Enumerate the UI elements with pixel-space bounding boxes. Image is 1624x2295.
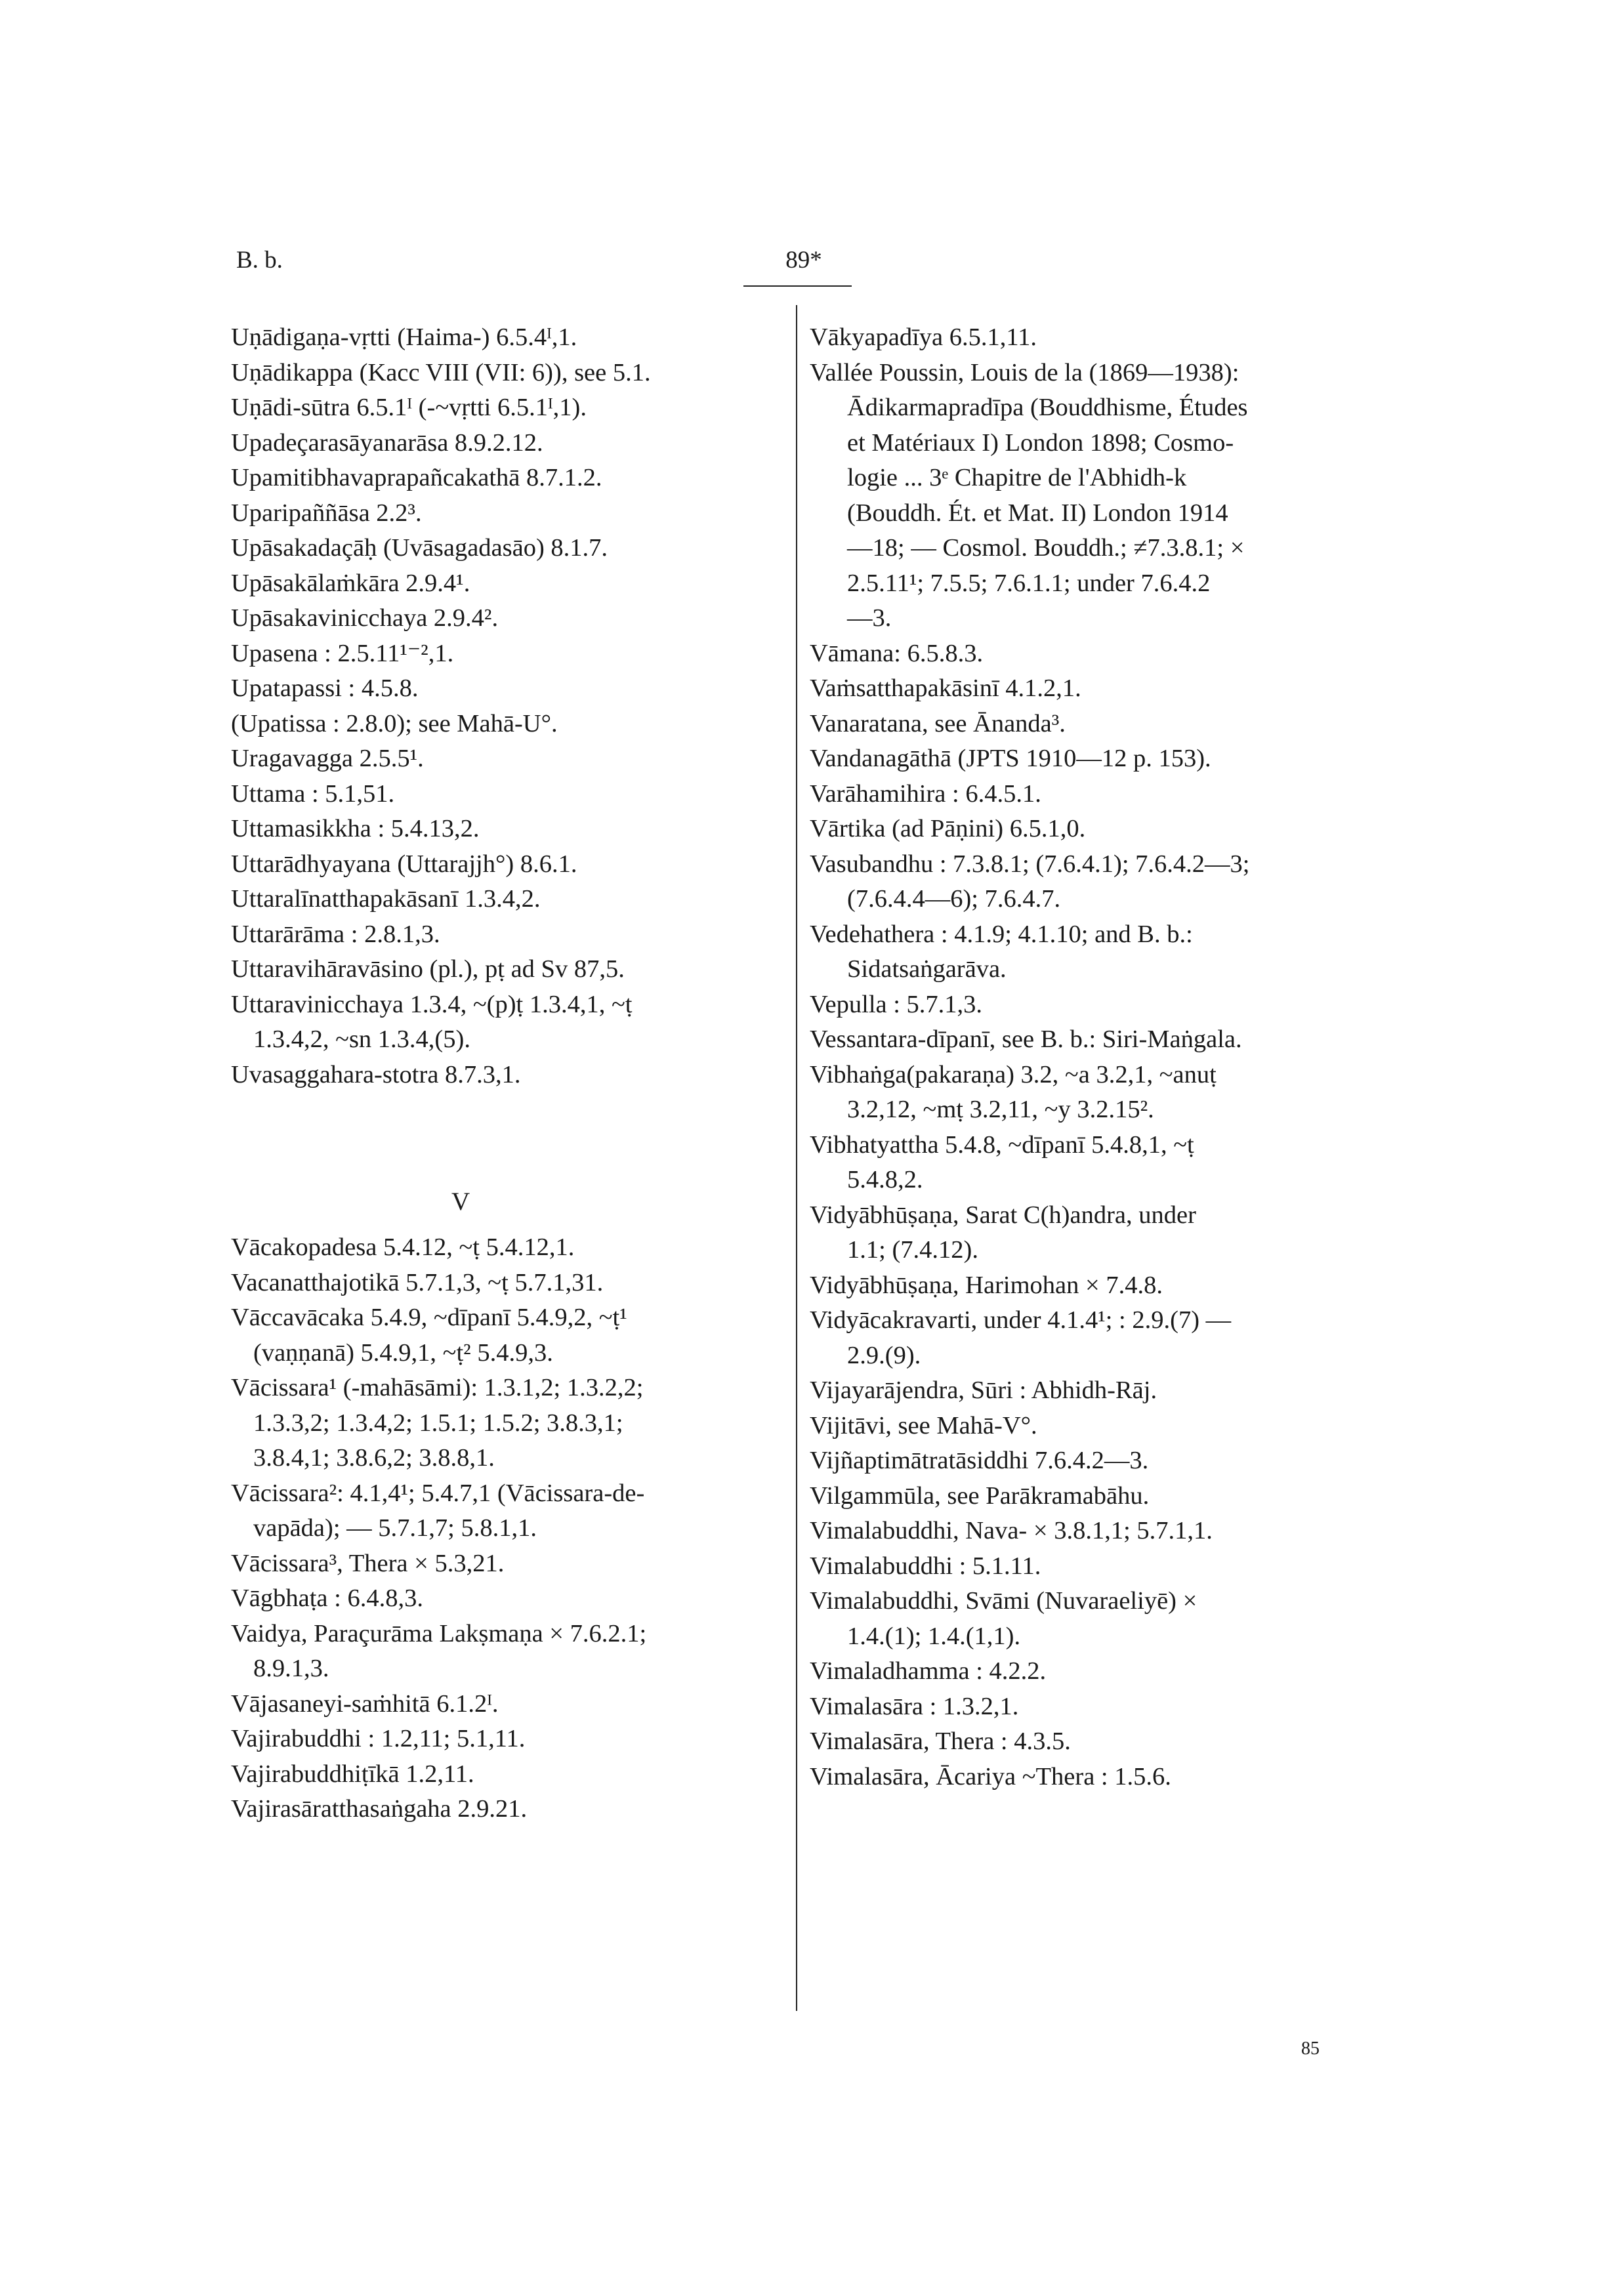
- entry-line: Vāmana: 6.5.8.3.: [810, 639, 984, 667]
- entry-line: Vedehathera : 4.1.9; 4.1.10; and B. b.:: [810, 920, 1193, 948]
- entry-line: Vijitāvi, see Mahā-V°.: [810, 1411, 1037, 1439]
- entry-continuation-line: 5.4.8,2.: [847, 1166, 923, 1193]
- entry-line: Vepulla : 5.7.1,3.: [810, 990, 983, 1018]
- header-rule: [743, 285, 852, 287]
- entry-continuation-line: (Bouddh. Ét. et Mat. II) London 1914: [847, 499, 1228, 527]
- index-entry: [810, 1198, 1387, 1268]
- index-entry: [231, 1058, 795, 1093]
- index-entry: [810, 1128, 1387, 1198]
- index-entry: [231, 847, 795, 882]
- entry-line: Uttaravihāravāsino (pl.), pṭ ad Sv 87,5.: [231, 955, 625, 983]
- index-entry: [231, 1546, 795, 1582]
- index-entry: [810, 1373, 1387, 1409]
- entry-line: Uttama : 5.1,51.: [231, 779, 395, 808]
- entry-line: (Upatissa : 2.8.0); see Mahā-U°.: [231, 709, 558, 737]
- entry-line: Uṇādigaṇa-vṛtti (Haima-) 6.5.4ᴵ,1.: [231, 323, 577, 351]
- entry-line: Vācissara²: 4.1,4¹; 5.4.7,1 (Vācissara-de-: [231, 1479, 645, 1507]
- entry-continuation-line: Sidatsaṅgarāva.: [847, 955, 1007, 983]
- entry-line: Vimaladhamma : 4.2.2.: [810, 1657, 1047, 1685]
- index-entry: [810, 356, 1387, 636]
- entry-line: Vajirabuddhi : 1.2,11; 5.1,11.: [231, 1725, 526, 1752]
- header-page-number: 89*: [785, 247, 822, 274]
- entry-line: Vaidya, Paraçurāma Lakṣmaṇa × 7.6.2.1;: [231, 1619, 647, 1647]
- right-column: [810, 320, 1387, 1794]
- entry-line: Vārtika (ad Pāṇini) 6.5.1,0.: [810, 815, 1086, 842]
- index-entry: [810, 917, 1387, 987]
- entry-continuation-line: (vaṇṇanā) 5.4.9,1, ~ṭ² 5.4.9,3.: [253, 1338, 553, 1367]
- entry-line: Uṇādi-sūtra 6.5.1ᴵ (-~vṛtti 6.5.1ᴵ,1).: [231, 394, 587, 421]
- index-entry: [810, 1268, 1387, 1304]
- index-entry: [231, 356, 795, 391]
- entry-line: Vājasaneyi-saṁhitā 6.1.2ᴵ.: [231, 1689, 499, 1718]
- index-entry: [810, 847, 1387, 917]
- index-entry: [231, 531, 795, 566]
- entry-continuation-line: 3.2,12, ~mṭ 3.2,11, ~y 3.2.15².: [847, 1096, 1154, 1123]
- entry-line: Vilgammūla, see Parākramabāhu.: [810, 1481, 1150, 1510]
- entry-line: Vimalabuddhi, Svāmi (Nuvaraeliyē) ×: [810, 1587, 1197, 1615]
- entry-continuation-line: vapāda); — 5.7.1,7; 5.8.1,1.: [253, 1514, 537, 1542]
- index-entry: [810, 1303, 1387, 1373]
- entry-continuation-line: 3.8.4,1; 3.8.6,2; 3.8.8,1.: [253, 1444, 495, 1472]
- entry-continuation-line: 1.3.3,2; 1.3.4,2; 1.5.1; 1.5.2; 3.8.3,1;: [253, 1409, 623, 1437]
- entry-continuation-line: 1.1; (7.4.12).: [847, 1236, 978, 1264]
- index-entry: [231, 671, 795, 707]
- index-entry: [810, 1760, 1387, 1795]
- index-entry: [231, 566, 795, 602]
- section-gap: [231, 1092, 795, 1184]
- index-entry: [810, 1058, 1387, 1128]
- entry-continuation-line: —3.: [847, 604, 892, 632]
- entry-continuation-line: (7.6.4.4—6); 7.6.4.7.: [847, 885, 1061, 913]
- index-entry: [810, 1409, 1387, 1444]
- entry-line: Upāsakālaṁkāra 2.9.4¹.: [231, 569, 470, 597]
- index-entry: [231, 882, 795, 917]
- index-entry: [231, 636, 795, 672]
- entry-line: Upatapassi : 4.5.8.: [231, 674, 419, 702]
- index-entry: [231, 601, 795, 636]
- index-entry: [231, 1266, 795, 1301]
- entry-line: Vacanatthajotikā 5.7.1,3, ~ṭ 5.7.1,31.: [231, 1268, 604, 1296]
- index-entry: [810, 1724, 1387, 1760]
- index-entry: [231, 390, 795, 426]
- entry-continuation-line: 1.4.(1); 1.4.(1,1).: [847, 1622, 1021, 1650]
- entry-continuation-line: 1.3.4,2, ~sn 1.3.4,(5).: [253, 1025, 470, 1053]
- index-entry: [810, 1549, 1387, 1584]
- entry-line: Vāgbhaṭa : 6.4.8,3.: [231, 1584, 423, 1612]
- entry-line: Uttaralīnatthapakāsanī 1.3.4,2.: [231, 885, 541, 913]
- index-entry: [810, 1584, 1387, 1654]
- index-entry: [810, 1443, 1387, 1479]
- entry-line: Vibhatyattha 5.4.8, ~dīpanī 5.4.8,1, ~ṭ: [810, 1130, 1194, 1159]
- index-entry: [231, 1230, 795, 1266]
- entry-line: Vidyābhūṣaṇa, Harimohan × 7.4.8.: [810, 1271, 1163, 1299]
- index-entry: [231, 461, 795, 496]
- entry-line: Vallée Poussin, Louis de la (1869—1938):: [810, 358, 1239, 386]
- left-column: [231, 320, 795, 1827]
- index-entry: [231, 1687, 795, 1722]
- index-entry: [810, 636, 1387, 672]
- entry-line: Vanaratana, see Ānanda³.: [810, 709, 1066, 737]
- index-entry: [231, 1757, 795, 1792]
- entry-line: Uvasaggahara-stotra 8.7.3,1.: [231, 1060, 521, 1088]
- entry-line: Vasubandhu : 7.3.8.1; (7.6.4.1); 7.6.4.2—3;: [810, 850, 1250, 878]
- index-entry: [231, 812, 795, 847]
- index-entry: [231, 917, 795, 953]
- entry-continuation-line: 2.5.11¹; 7.5.5; 7.6.1.1; under 7.6.4.2: [847, 569, 1211, 597]
- index-entry: [231, 1722, 795, 1757]
- index-entry: [810, 1514, 1387, 1549]
- entry-continuation-line: Ādikarmapradīpa (Bouddhisme, Études: [847, 394, 1248, 421]
- entry-line: Uttamasikkha : 5.4.13,2.: [231, 815, 480, 842]
- entry-line: Uragavagga 2.5.5¹.: [231, 745, 424, 772]
- entry-line: Vajirasāratthasaṅgaha 2.9.21.: [231, 1795, 528, 1823]
- entry-line: Upāsakadaçāḥ (Uvāsagadasāo) 8.1.7.: [231, 534, 608, 562]
- index-entry: [231, 741, 795, 777]
- index-entry: [231, 426, 795, 461]
- entry-line: Vimalasāra, Ācariya ~Thera : 1.5.6.: [810, 1762, 1171, 1790]
- index-entry: [810, 741, 1387, 777]
- entry-continuation-line: —18; — Cosmol. Bouddh.; ≠7.3.8.1; ×: [847, 534, 1245, 562]
- index-entry: [810, 1689, 1387, 1725]
- index-entry: [231, 1371, 795, 1476]
- entry-line: Vijayarājendra, Sūri : Abhidh-Rāj.: [810, 1376, 1157, 1404]
- entry-line: Vācissara³, Thera × 5.3,21.: [231, 1549, 505, 1577]
- entry-line: Vandanagāthā (JPTS 1910—12 p. 153).: [810, 745, 1211, 772]
- entry-continuation-line: et Matériaux I) London 1898; Cosmo-: [847, 428, 1234, 457]
- entry-line: Vibhaṅga(pakaraṇa) 3.2, ~a 3.2,1, ~anuṭ: [810, 1060, 1217, 1088]
- index-entry: [810, 987, 1387, 1023]
- entry-continuation-line: logie ... 3ᵉ Chapitre de l'Abhidh-k: [847, 464, 1187, 491]
- left-entries-u: [231, 320, 795, 1092]
- entry-line: Vidyācakravarti, under 4.1.4¹; : 2.9.(7) —: [810, 1306, 1232, 1334]
- entry-continuation-line: 8.9.1,3.: [253, 1655, 329, 1682]
- entry-line: Upasena : 2.5.11¹⁻²,1.: [231, 639, 454, 667]
- index-entry: [231, 320, 795, 356]
- index-entry: [231, 496, 795, 531]
- index-entry: [810, 812, 1387, 847]
- entry-line: Vaṁsatthapakāsinī 4.1.2,1.: [810, 674, 1081, 702]
- index-entry: [231, 952, 795, 987]
- index-entry: [231, 1581, 795, 1617]
- index-entry: [231, 1300, 795, 1371]
- entry-line: Upāsakavinicchaya 2.9.4².: [231, 604, 499, 632]
- footer-page-number: 85: [1301, 2038, 1320, 2059]
- entry-line: Vimalasāra : 1.3.2,1.: [810, 1692, 1019, 1720]
- entry-line: Vāccavācaka 5.4.9, ~dīpanī 5.4.9,2, ~ṭ¹: [231, 1304, 627, 1331]
- index-entry: [231, 1476, 795, 1546]
- entry-line: Uttaravinicchaya 1.3.4, ~(p)ṭ 1.3.4,1, ~ṭ: [231, 990, 633, 1018]
- left-entries-v: [231, 1230, 795, 1827]
- entry-line: Vācissara¹ (-mahāsāmi): 1.3.1,2; 1.3.2,2;: [231, 1374, 644, 1401]
- entry-line: Vajirabuddhiṭīkā 1.2,11.: [231, 1760, 474, 1788]
- entry-line: Vimalabuddhi, Nava- × 3.8.1,1; 5.7.1,1.: [810, 1517, 1213, 1544]
- index-entry: [231, 1617, 795, 1687]
- entry-line: Vākyapadīya 6.5.1,11.: [810, 323, 1037, 351]
- entry-line: Uṇādikappa (Kacc VIII (VII: 6)), see 5.1.: [231, 358, 651, 386]
- entry-line: Vimalasāra, Thera : 4.3.5.: [810, 1727, 1071, 1755]
- index-entry: [810, 777, 1387, 812]
- entry-line: Upamitibhavaprapañcakathā 8.7.1.2.: [231, 464, 602, 491]
- index-entry: [231, 777, 795, 812]
- entry-line: Uttarādhyayana (Uttarajjh°) 8.6.1.: [231, 850, 577, 878]
- index-entry: [810, 671, 1387, 707]
- section-letter-v: V: [451, 1188, 470, 1216]
- header-section-label: B. b.: [236, 247, 283, 274]
- index-entry: [231, 987, 795, 1058]
- index-entry: [231, 1792, 795, 1827]
- index-entry: [810, 1654, 1387, 1689]
- entry-line: Vidyābhūṣaṇa, Sarat C(h)andra, under: [810, 1201, 1196, 1229]
- index-entry: [810, 707, 1387, 742]
- index-entry: [810, 320, 1387, 356]
- right-entries: [810, 320, 1387, 1794]
- entry-line: Vimalabuddhi : 5.1.11.: [810, 1552, 1041, 1580]
- column-divider: [796, 305, 797, 2011]
- entry-line: Uttarārāma : 2.8.1,3.: [231, 920, 440, 948]
- entry-line: Upadeçarasāyanarāsa 8.9.2.12.: [231, 428, 543, 457]
- entry-line: Vijñaptimātratāsiddhi 7.6.4.2—3.: [810, 1447, 1149, 1474]
- entry-continuation-line: 2.9.(9).: [847, 1341, 921, 1369]
- entry-line: Vācakopadesa 5.4.12, ~ṭ 5.4.12,1.: [231, 1233, 575, 1261]
- index-entry: [231, 707, 795, 742]
- entry-line: Varāhamihira : 6.4.5.1.: [810, 779, 1041, 808]
- entry-line: Vessantara-dīpanī, see B. b.: Siri-Maṅgala.: [810, 1025, 1242, 1053]
- index-entry: [810, 1479, 1387, 1514]
- index-entry: [810, 1022, 1387, 1058]
- entry-line: Uparipaññāsa 2.2³.: [231, 499, 422, 527]
